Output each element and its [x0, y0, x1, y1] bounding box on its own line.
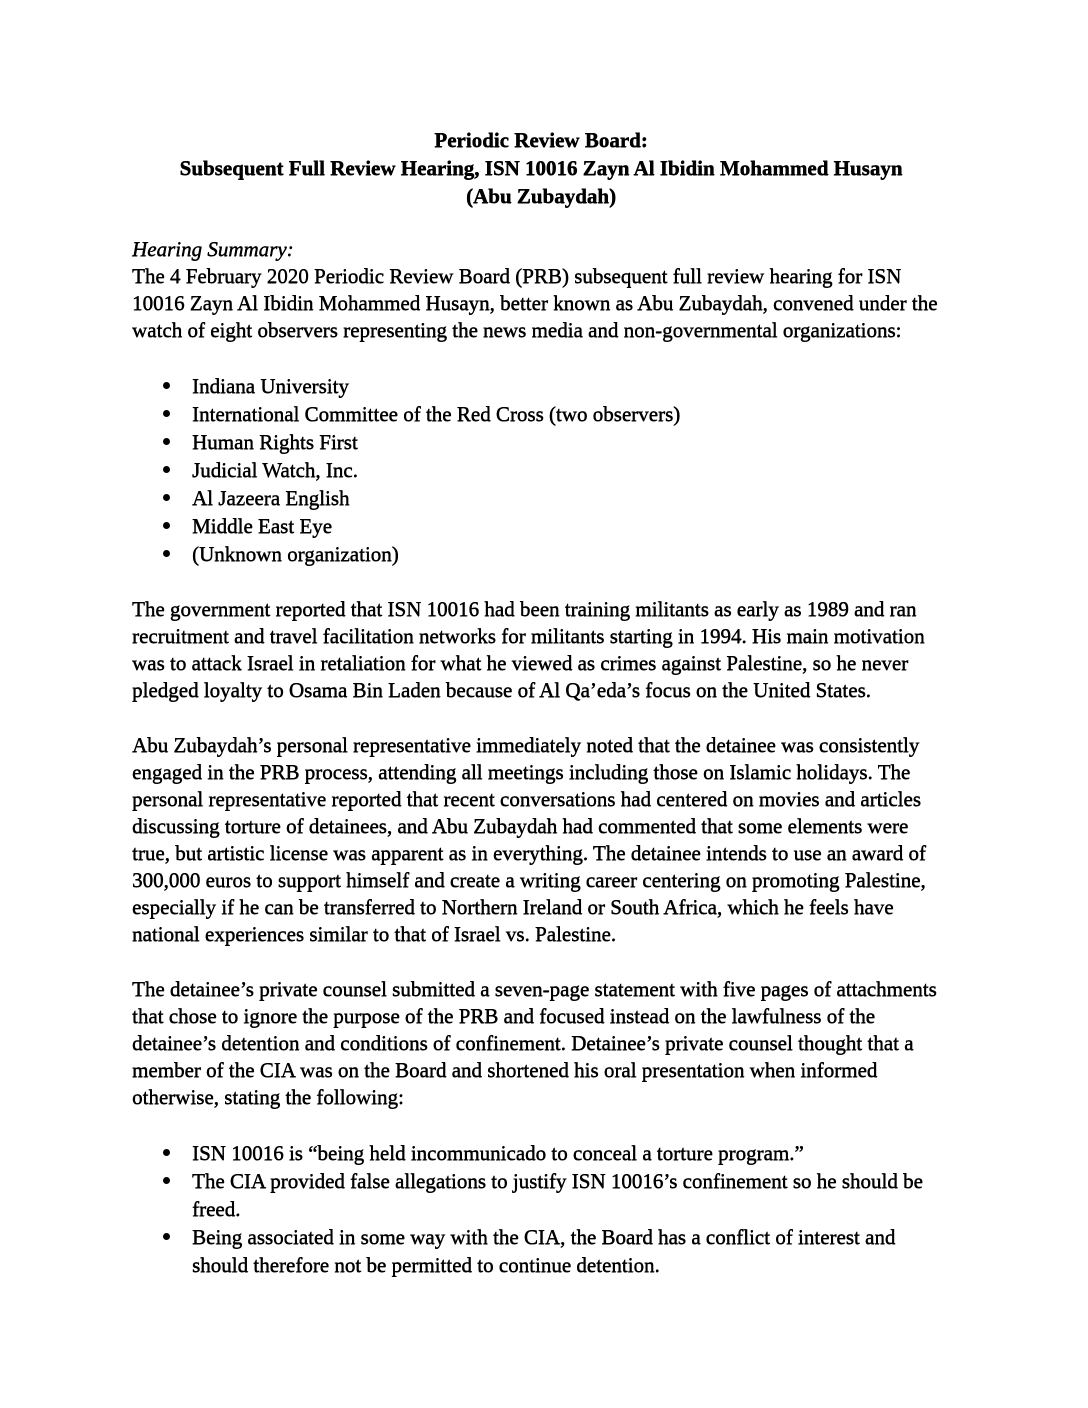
title-line-2: Subsequent Full Review Hearing, ISN 10016 Zayn Al Ibidin Mohammed Husayn — [179, 156, 903, 180]
list-item — [132, 1139, 950, 1167]
list-item — [132, 456, 950, 484]
list-item — [132, 540, 950, 568]
list-item-text: ISN 10016 is “being held incommunicado to conceal a torture program.” — [192, 1141, 804, 1165]
bullet-icon — [163, 1177, 170, 1184]
private-counsel-paragraph: The detainee’s private counsel submitted a seven-page statement with five pages of attachments that chose to ignore the purpose of the PRB and focused instead on the lawfulness of the detainee’s detention and conditions of confinement. Detainee’s private counsel thought that a member of the CIA was on the Board and shortened his oral presentation when informed otherwise, stating the following: — [132, 977, 937, 1109]
bullet-icon — [163, 522, 170, 529]
title-line-1: Periodic Review Board: — [434, 128, 648, 152]
list-item-text: The CIA provided false allegations to justify ISN 10016’s confinement so he should be freed. — [192, 1169, 923, 1221]
bullet-icon — [163, 550, 170, 557]
list-item — [132, 428, 950, 456]
list-item-text: Al Jazeera English — [192, 486, 350, 510]
list-item-text: Judicial Watch, Inc. — [192, 458, 358, 482]
list-item-text: Middle East Eye — [192, 514, 332, 538]
list-item — [132, 512, 950, 540]
bullet-icon — [163, 382, 170, 389]
list-item — [132, 1167, 950, 1223]
bullet-icon — [163, 1149, 170, 1156]
document-title — [132, 126, 950, 210]
list-item-text: International Committee of the Red Cross (two observers) — [192, 402, 681, 426]
list-item-text: Indiana University — [192, 374, 349, 398]
government-report-paragraph: The government reported that ISN 10016 had been training militants as early as 1989 and ran recruitment and travel facilitation networks for militants starting in 1994. His main motivation was to attack Israel in retaliation for what he viewed as crimes against Palestine, so he never pledged loyalty to Osama Bin Laden because of Al Qa’eda’s focus on the United States. — [132, 597, 925, 702]
list-item — [132, 484, 950, 512]
bullet-icon — [163, 494, 170, 501]
bullet-icon — [163, 466, 170, 473]
personal-representative-paragraph: Abu Zubaydah’s personal representative immediately noted that the detainee was consistently engaged in the PRB process, attending all meetings including those on Islamic holidays. The personal representative reported that recent conversations had centered on movies and articles discussing torture of detainees, and Abu Zubaydah had commented that some elements were true, but artistic license was apparent as in everything. The detainee intends to use an award of 300,000 euros to support himself and create a writing career centering on promoting Palestine, especially if he can be transferred to Northern Ireland or South Africa, which he feels have national experiences similar to that of Israel vs. Palestine. — [132, 733, 926, 946]
bullet-icon — [163, 1233, 170, 1240]
title-line-3: (Abu Zubaydah) — [466, 184, 616, 208]
list-item — [132, 400, 950, 428]
bullet-icon — [163, 438, 170, 445]
list-item-text: Human Rights First — [192, 430, 358, 454]
counsel-statements-list — [132, 1139, 950, 1279]
list-item-text: (Unknown organization) — [192, 542, 399, 566]
intro-paragraph: The 4 February 2020 Periodic Review Board (PRB) subsequent full review hearing for ISN 10016 Zayn Al Ibidin Mohammed Husayn, better known as Abu Zubaydah, convened under the watch of eight observers representing the news media and non-governmental organizations: — [132, 264, 938, 342]
bullet-icon — [163, 410, 170, 417]
list-item-text: Being associated in some way with the CIA, the Board has a conflict of interest and should therefore not be permitted to continue detention. — [192, 1225, 896, 1277]
observers-list — [132, 372, 950, 568]
hearing-summary-heading: Hearing Summary: — [132, 237, 294, 261]
list-item — [132, 372, 950, 400]
list-item — [132, 1223, 950, 1279]
